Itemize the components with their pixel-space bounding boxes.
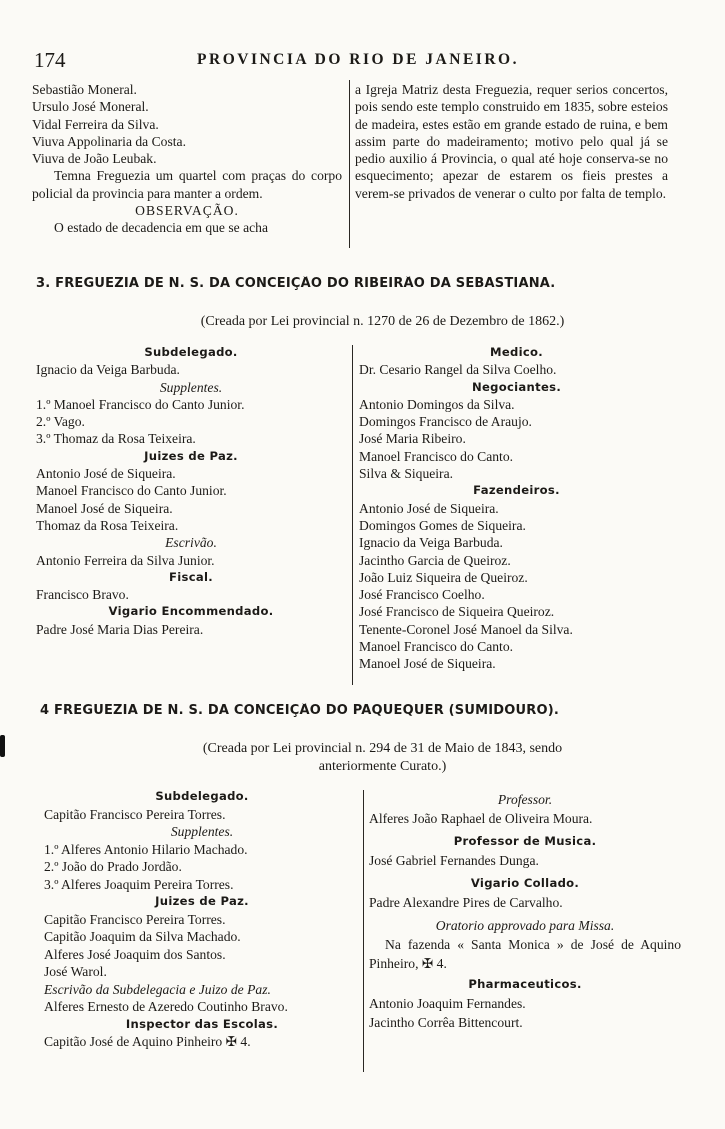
fazendeiros-heading: Fazendeiros. (473, 483, 560, 498)
list-item: Viuva Appolinaria da Costa. (32, 133, 186, 149)
list-item: Antonio José de Siqueira. (36, 466, 176, 482)
list-item: 2.º João do Prado Jordão. (44, 859, 182, 874)
escrivao-name: Alferes Ernesto de Azeredo Coutinho Bravo. (44, 999, 288, 1014)
musica-name: José Gabriel Fernandes Dunga. (369, 853, 539, 868)
column-divider (352, 345, 353, 685)
juizes-heading: Juizes de Paz. (144, 448, 238, 463)
observation-title: OBSERVAÇÃO. (135, 203, 239, 219)
list-item: José Maria Ribeiro. (359, 431, 466, 447)
medico-name: Dr. Cesario Rangel da Silva Coelho. (359, 362, 557, 378)
list-item: Sebastião Moneral. (32, 82, 137, 97)
list-item: Thomaz da Rosa Teixeira. (36, 517, 179, 533)
top-left-column (32, 81, 342, 237)
section-4-creation (80, 740, 685, 776)
subdelegado-name: Ignacio da Veiga Barbuda. (36, 362, 180, 378)
list-item: Antonio Joaquim Fernandes. (369, 996, 526, 1011)
quartel-paragraph: Temna Freguezia um quartel com praças do corpo policial da provincia para manter a ordem. (32, 168, 342, 201)
list-item: Manoel José de Siqueira. (359, 656, 496, 672)
list-item: Alferes José Joaquim dos Santos. (44, 946, 226, 962)
vigario-name: Padre José Maria Dias Pereira. (36, 621, 204, 637)
page-number: 174 (34, 48, 66, 72)
list-item: Manoel Francisco do Canto. (359, 448, 514, 464)
list-item: Capitão Francisco Pereira Torres. (44, 911, 226, 927)
juizes-heading: Juizes de Paz. (155, 894, 249, 908)
section-4-creation-line-2: anteriormente Curato.) (318, 759, 447, 774)
oratorio-heading: Oratorio approvado para Missa. (435, 918, 615, 933)
list-item: Manoel José de Siqueira. (36, 500, 173, 516)
musica-heading: Professor de Musica. (453, 834, 597, 848)
section-4-left-column (44, 788, 360, 1051)
column-divider (349, 80, 350, 248)
professor-heading: Professor. (497, 792, 553, 807)
pharmaceuticos-heading: Pharmaceuticos. (468, 977, 582, 991)
page-header (28, 48, 688, 72)
section-3-right-column (359, 344, 674, 673)
list-item: Domingos Gomes de Siqueira. (359, 517, 526, 533)
escrivao-name: Antonio Ferreira da Silva Junior. (36, 552, 215, 568)
supplentes-heading: Supplentes. (170, 824, 234, 839)
section-3-creation: (Creada por Lei provincial n. 1270 de 26 de Dezembro de 1862.) (200, 314, 565, 329)
vigario-heading: Vigario Encommendado. (108, 604, 274, 619)
list-item: Vidal Ferreira da Silva. (32, 116, 159, 132)
supplentes-heading: Supplentes. (159, 379, 223, 395)
column-divider (363, 790, 364, 1072)
section-3-title: 3. FREGUEZIA DE N. S. DA CONCEIÇÃO DO RIBEIRÃO DA SEBASTIANA. (36, 276, 556, 291)
list-item: Ursulo José Moneral. (32, 99, 149, 115)
list-item: 2.º Vago. (36, 414, 85, 430)
negociantes-heading: Negociantes. (471, 379, 562, 394)
list-item: Manoel Francisco do Canto Junior. (36, 483, 227, 499)
list-item: José Francisco Coelho. (359, 587, 485, 603)
vigario-name: Padre Alexandre Pires de Carvalho. (369, 895, 563, 910)
vigario-heading: Vigario Collado. (470, 876, 580, 890)
inspector-name: Capitão José de Aquino Pinheiro ✠ 4. (44, 1034, 251, 1049)
list-item: Viuva de João Leubak. (32, 151, 157, 167)
list-item: Ignacio da Veiga Barbuda. (359, 535, 503, 551)
list-item: Jacintho Corrêa Bittencourt. (369, 1015, 523, 1030)
list-item: João Luiz Siqueira de Queiroz. (359, 569, 528, 585)
subdelegado-heading: Subdelegado. (144, 345, 238, 359)
list-item: 3.º Alferes Joaquim Pereira Torres. (44, 876, 234, 892)
list-item: 1.º Manoel Francisco do Canto Junior. (36, 396, 245, 412)
escrivao-heading: Escrivão. (165, 535, 217, 551)
list-item: José Warol. (44, 964, 107, 979)
subdelegado-name: Capitão Francisco Pereira Torres. (44, 806, 226, 822)
medico-heading: Medico. (489, 345, 543, 359)
section-3-left-column (36, 344, 346, 638)
oratorio-text: Na fazenda « Santa Monica » de José de Aquino Pinheiro, ✠ 4. (369, 937, 681, 971)
scan-edge-mark (0, 735, 5, 757)
professor-name: Alferes João Raphael de Oliveira Moura. (369, 811, 593, 826)
list-item: Capitão Joaquim da Silva Machado. (44, 929, 241, 944)
section-4-creation-line-1: (Creada por Lei provincial n. 294 de 31 de Maio de 1843, sendo (202, 741, 563, 756)
inspector-heading: Inspector das Escolas. (125, 1016, 279, 1031)
list-item: José Francisco de Siqueira Queiroz. (359, 604, 555, 620)
section-4-title: 4 FREGUEZIA DE N. S. DA CONCEIÇÃO DO PAQUEQUER (SUMIDOURO). (40, 703, 560, 718)
subdelegado-heading: Subdelegado. (155, 789, 249, 803)
list-item: Domingos Francisco de Araujo. (359, 414, 532, 430)
section-4-right-column (369, 790, 681, 1032)
list-item: Tenente-Coronel José Manoel da Silva. (359, 621, 573, 637)
list-item: 1.º Alferes Antonio Hilario Machado. (44, 841, 248, 857)
escrivao-heading: Escrivão da Subdelegacia e Juizo de Paz. (44, 981, 271, 997)
observation-continued: a Igreja Matriz desta Freguezia, requer serios concertos, pois sendo este templo construido em 1835, sobre esteios de madeira, estes estão em grande estado de ruina, e bem assim parte do madeiramento; motivo pelo qual já se pedio auxilio á Provincia, o qual até hoje conserva-se no esquecimento; apezar de estarem os fieis prestes a verem-se privados de venerar o culto por falta de templo. (355, 82, 668, 201)
list-item: Antonio Domingos da Silva. (359, 396, 515, 412)
list-item: Antonio José de Siqueira. (359, 500, 499, 516)
list-item: Silva & Siqueira. (359, 466, 454, 482)
page-title: PROVINCIA DO RIO DE JANEIRO. (197, 51, 519, 68)
list-item: Jacintho Garcia de Queiroz. (359, 552, 511, 568)
fiscal-heading: Fiscal. (169, 569, 213, 584)
list-item: Manoel Francisco do Canto. (359, 639, 514, 655)
list-item: 3.º Thomaz da Rosa Teixeira. (36, 431, 196, 447)
fiscal-name: Francisco Bravo. (36, 587, 129, 603)
observation-start: O estado de decadencia em que se acha (54, 220, 268, 236)
